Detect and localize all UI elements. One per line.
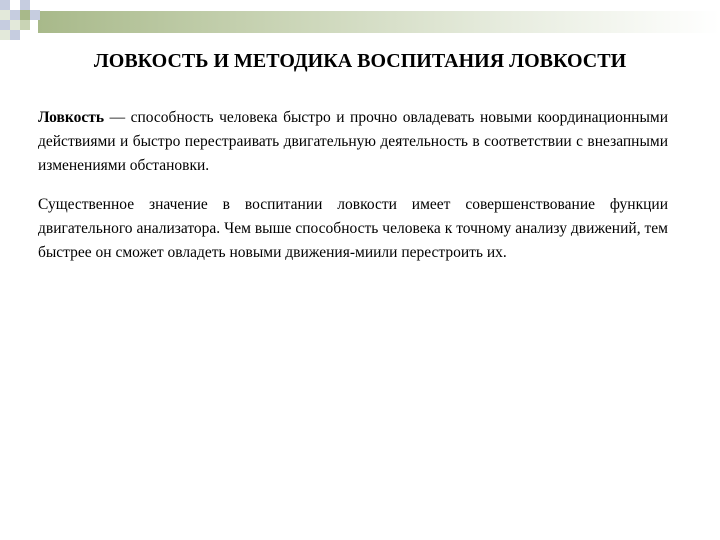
deco-square [0, 30, 10, 40]
paragraph-analyzer: Существенное значение в воспитании ловкости имеет совершенствование функции двигательного анализатора. Чем выше способность человека к точному анализу движений, тем быстрее он сможет овладеть новыми движения-миили перестроить их. [38, 196, 668, 261]
definition-text: — способность человека быстро и прочно овладевать новыми координационными действиями и быстро перестраивать двигательную деятельность в соответствии с внезапными изменениями обстановки. [38, 109, 668, 174]
deco-square [0, 20, 10, 30]
term-lovkost: Ловкость [38, 109, 105, 126]
deco-square [30, 0, 40, 10]
slide-body [38, 106, 668, 280]
deco-square [10, 10, 20, 20]
deco-square [0, 10, 10, 20]
deco-square [20, 0, 30, 10]
deco-square [10, 20, 20, 30]
deco-square [0, 0, 10, 10]
header-gradient-bar [38, 11, 720, 33]
header-decoration [0, 0, 720, 40]
deco-square [10, 0, 20, 10]
paragraph-definition [38, 106, 668, 178]
deco-square [20, 10, 30, 20]
deco-square [20, 20, 30, 30]
deco-square [10, 30, 20, 40]
deco-square [30, 10, 40, 20]
slide-title: ЛОВКОСТЬ И МЕТОДИКА ВОСПИТАНИЯ ЛОВКОСТИ [93, 50, 627, 72]
